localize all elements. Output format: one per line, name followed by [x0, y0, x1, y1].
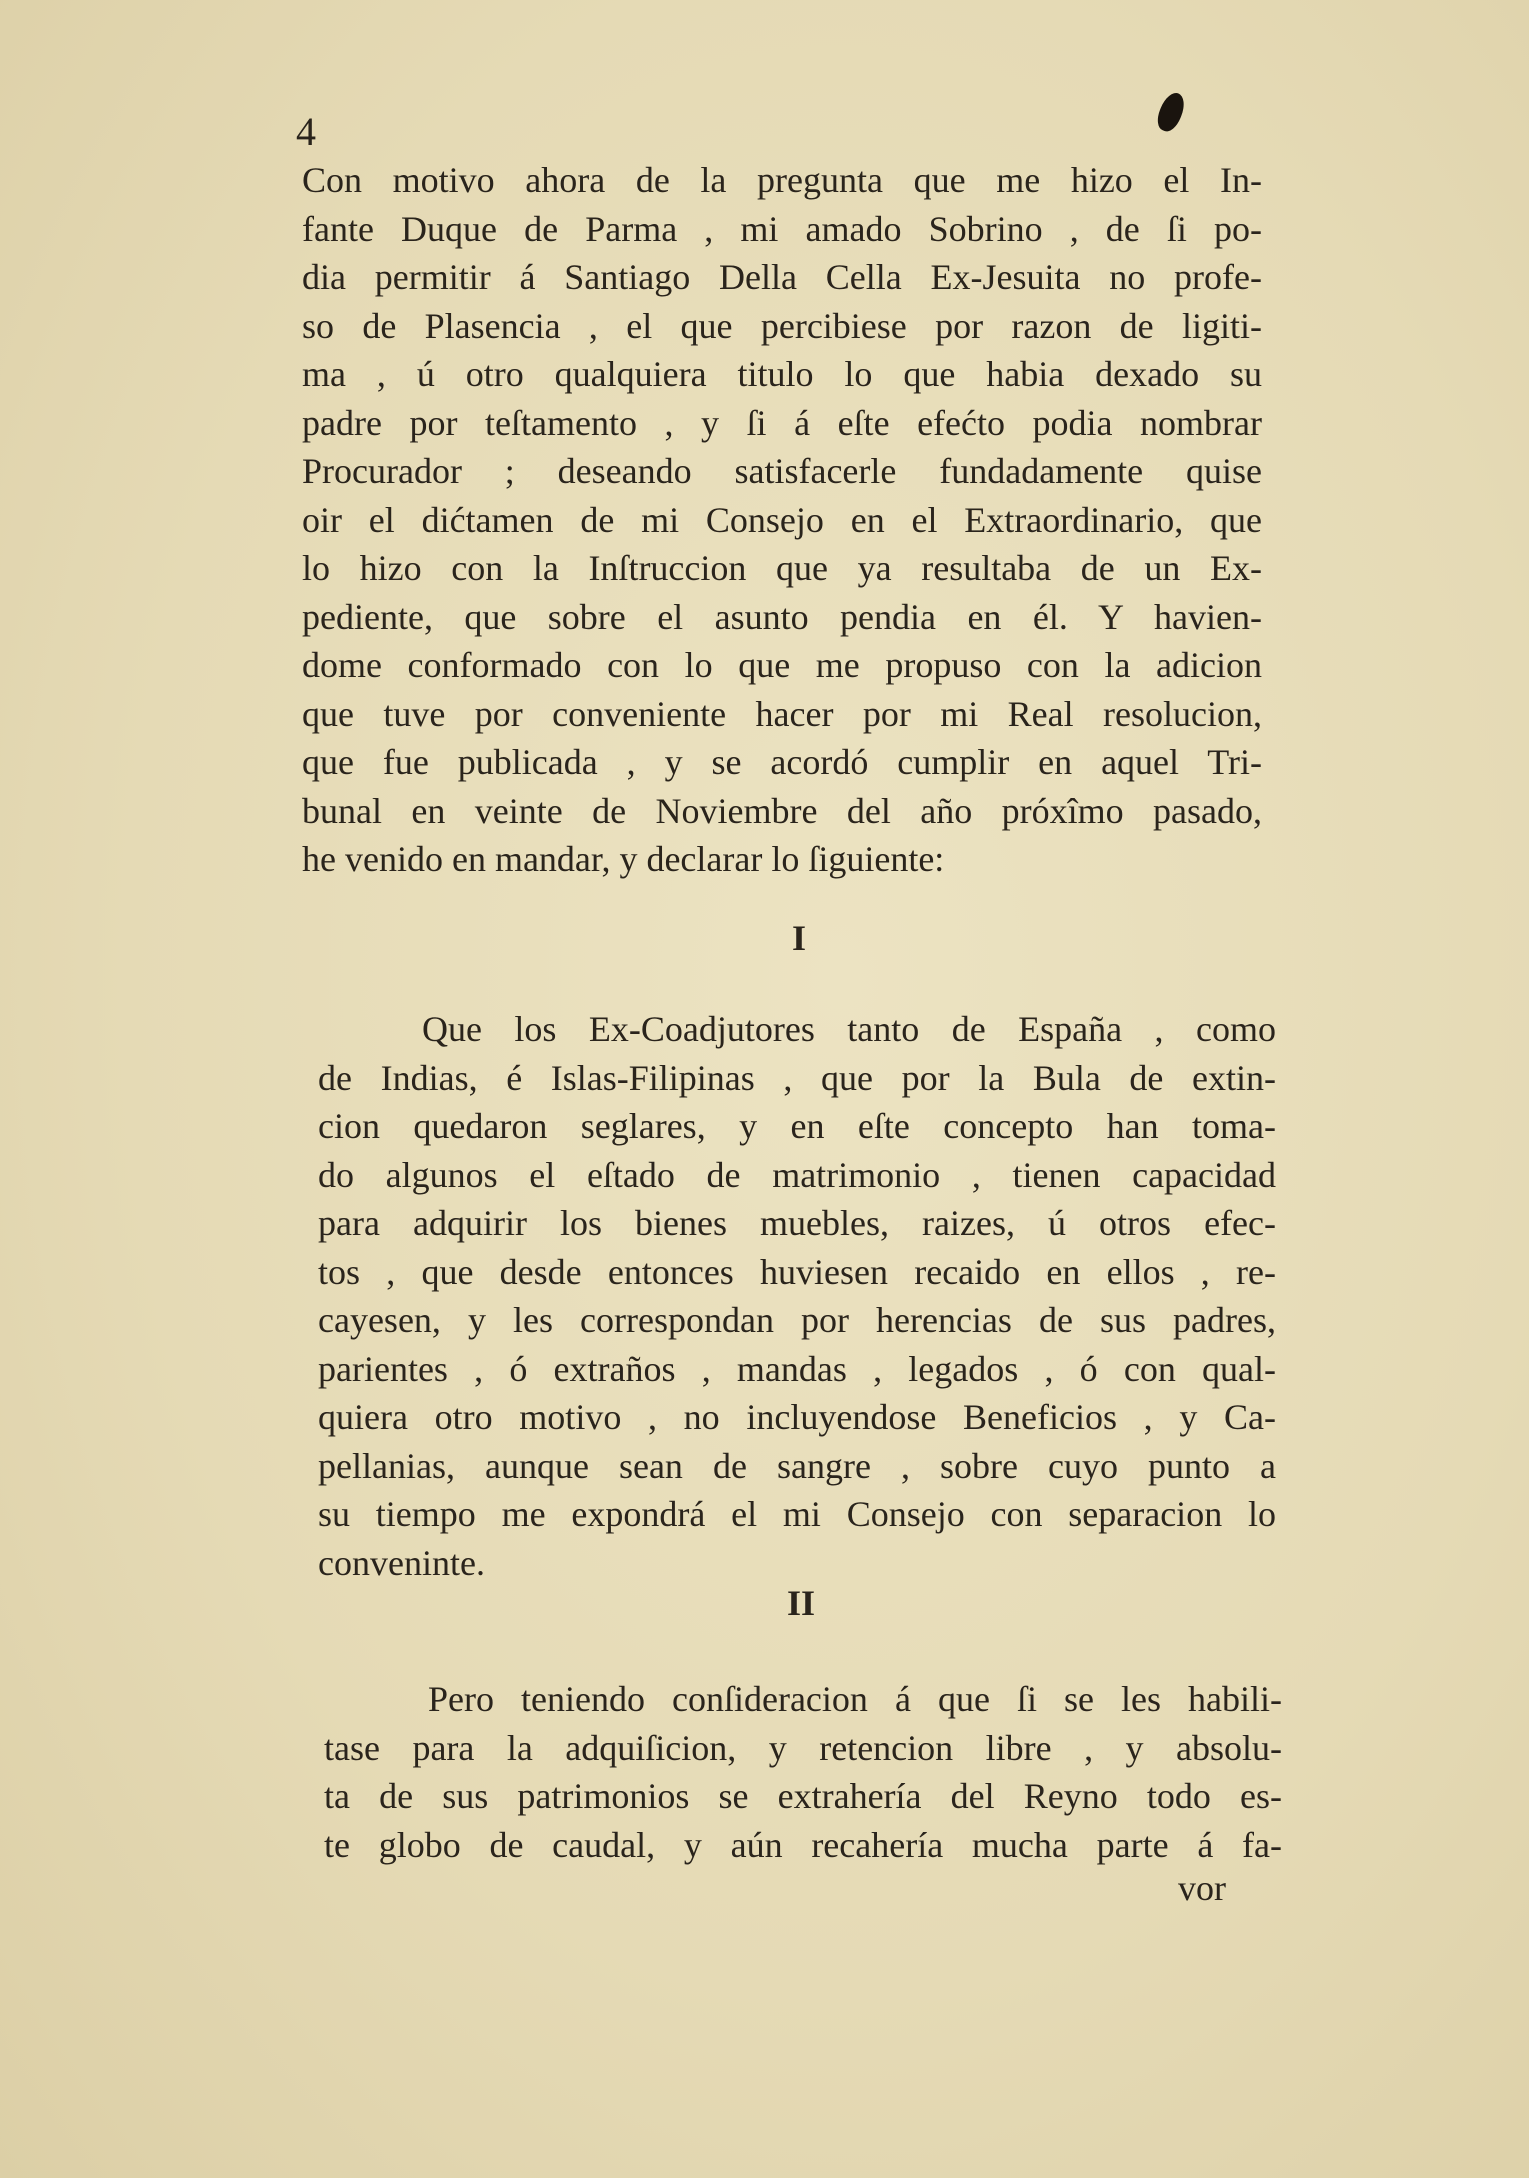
text-line: Pero teniendo conſideracion á que ſi se les habili-	[428, 1679, 1282, 1719]
page-number: 4	[296, 109, 316, 154]
text-line: lo hizo con la Inſtruccion que ya resultaba de un Ex-	[302, 548, 1262, 588]
section-heading-1: I	[792, 918, 807, 958]
text-line: dome conformado con lo que me propuso con la adicion	[302, 645, 1262, 685]
text-line: oir el dićtamen de mi Consejo en el Extraordinario, que	[302, 499, 1262, 540]
text-line: conveninte.	[318, 1542, 485, 1583]
text-line: pellanias, aunque sean de sangre , sobre cuyo punto a	[318, 1445, 1276, 1486]
text-line: fante Duque de Parma , mi amado Sobrino , de ſi po-	[302, 208, 1262, 249]
text-line: ta de sus patrimonios se extrahería del Reyno todo es-	[324, 1776, 1282, 1816]
text-line: bunal en veinte de Noviembre del año próxîmo pasado,	[302, 790, 1262, 831]
text-line: de Indias, é Islas-Filipinas , que por la Bula de extin-	[318, 1057, 1276, 1098]
ink-blot	[1153, 89, 1188, 134]
text-line: quiera otro motivo , no incluyendose Beneficios , y Ca-	[318, 1397, 1276, 1437]
text-line: padre por teſtamento , y ſi á eſte efećto podia nombrar	[302, 402, 1262, 443]
section-heading-2: II	[787, 1583, 816, 1623]
text-line: cion quedaron seglares, y en eſte concepto han toma-	[318, 1106, 1276, 1146]
text-line: Con motivo ahora de la pregunta que me hizo el In-	[302, 160, 1262, 200]
section-2-paragraph	[324, 1675, 1282, 1869]
text-line: te globo de caudal, y aún recahería mucha parte á fa-	[324, 1824, 1282, 1865]
text-line: parientes , ó extraños , mandas , legados , ó con qual-	[318, 1348, 1276, 1389]
text-line: que tuve por conveniente hacer por mi Real resolucion,	[302, 693, 1262, 734]
text-line: dia permitir á Santiago Della Cella Ex-Jesuita no profe-	[302, 257, 1262, 297]
text-line: so de Plasencia , el que percibiese por razon de ligiti-	[302, 305, 1262, 346]
intro-paragraph	[302, 156, 1262, 884]
text-line: do algunos el eſtado de matrimonio , tienen capacidad	[318, 1154, 1276, 1195]
text-line: tase para la adquiſicion, y retencion libre , y absolu-	[324, 1727, 1282, 1768]
text-line: ma , ú otro qualquiera titulo lo que habia dexado su	[302, 354, 1262, 394]
text-line: Que los Ex-Coadjutores tanto de España , como	[422, 1009, 1276, 1049]
text-line: su tiempo me expondrá el mi Consejo con separacion lo	[318, 1494, 1276, 1534]
text-line: cayesen, y les correspondan por herencias de sus padres,	[318, 1300, 1276, 1340]
text-line: Procurador ; deseando satisfacerle fundadamente quise	[302, 451, 1262, 491]
text-line: he venido en mandar, y declarar lo ſiguiente:	[302, 839, 945, 879]
text-line: tos , que desde entonces huviesen recaido en ellos , re-	[318, 1251, 1276, 1292]
section-1-paragraph	[318, 1005, 1276, 1587]
text-line: que fue publicada , y se acordó cumplir en aquel Tri-	[302, 742, 1262, 782]
text-line: pediente, que sobre el asunto pendia en él. Y havien-	[302, 596, 1262, 637]
catchword: vor	[1178, 1868, 1226, 1908]
text-line: para adquirir los bienes muebles, raizes, ú otros efec-	[318, 1203, 1276, 1243]
